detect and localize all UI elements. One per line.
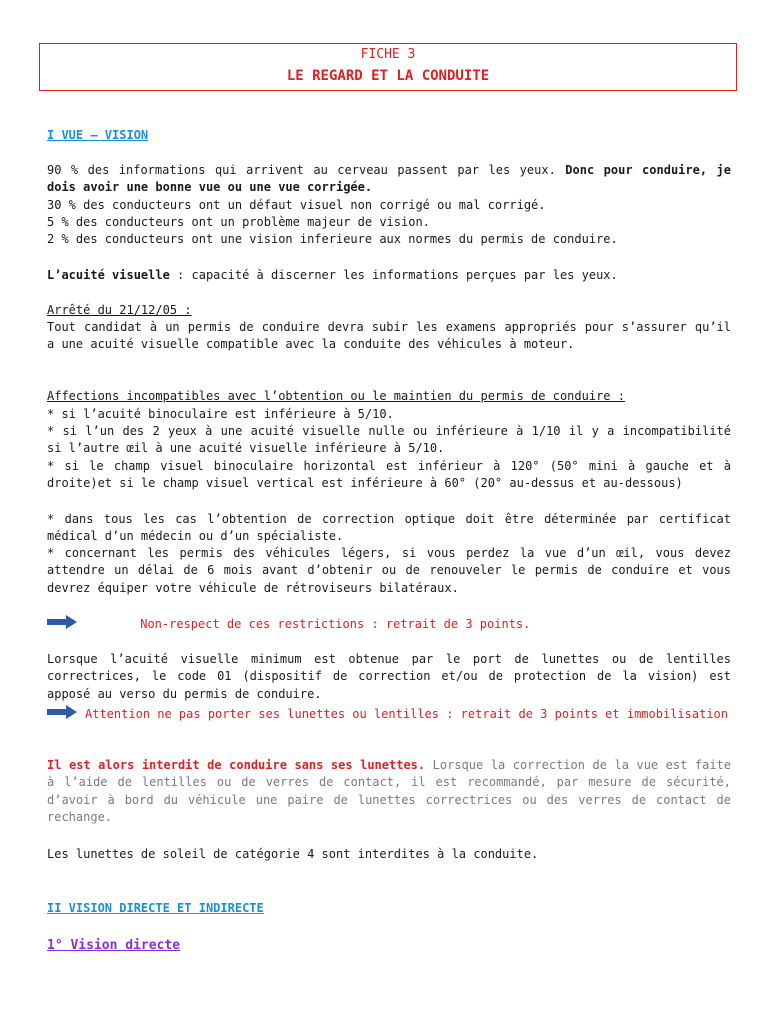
subsection-heading-wrap [47,937,731,954]
page-title: LE REGARD ET LA CONDUITE [286,68,490,84]
affection-item-1: * si l’acuité binoculaire est inférieure à 5/10. [47,407,394,421]
acuite-text: : capacité à discerner les informations perçues par les yeux. [169,268,618,282]
stats-paragraph [47,162,731,197]
stat-30: 30 % des conducteurs ont un défaut visuel non corrigé ou mal corrigé. [47,198,546,212]
section2-heading: II VISION DIRECTE ET INDIRECTE [47,901,264,915]
arrete-heading-wrap [47,302,731,319]
subsection-heading: 1° Vision directe [47,938,181,953]
warning1-text: Non-respect de ces restrictions : retrait de 3 points. [140,617,531,632]
warning1-line [47,615,731,634]
stat-2: 2 % des conducteurs ont une vision inferieure aux normes du permis de conduire. [47,232,618,246]
warning2-line [47,705,731,724]
acuite-term: L’acuité visuelle [47,268,170,282]
section1-heading-wrap [47,127,731,144]
right-arrow-icon [47,705,77,724]
soleil-text: Les lunettes de soleil de catégorie 4 sont interdites à la conduite. [47,847,539,861]
arrete-text: Tout candidat à un permis de conduire devra subir les examens appropriés pour s’assurer qu’il a une acuité visuelle compatible avec la conduite des véhicules à moteur. [47,320,731,352]
interdit-bold: Il est alors interdit de conduire sans ses lunettes. [47,758,426,772]
arrete-heading: Arrêté du 21/12/05 : [47,303,192,317]
section2-heading-wrap [47,900,731,917]
affection-item-3: * si le champ visuel binoculaire horizontal est inférieur à 120° (50° mini à gauche et à droite)et si le champ visuel vertical est inférieure à 60° (20° au-dessus et au-dessous) [47,459,731,491]
title-box [39,43,737,91]
fiche-number: FICHE 3 [360,47,416,62]
warning2-text: Attention ne pas porter ses lunettes ou lentilles : retrait de 3 points et immobilisation [85,707,728,722]
stat-90-text: 90 % des informations qui arrivent au cerveau passent par les yeux. [47,163,566,177]
acuite-definition [47,267,731,284]
interdit-paragraph [47,757,731,826]
stat-90-bold: Donc pour conduire, je dois avoir une bonne vue ou une vue corrigée. [47,163,731,195]
affection-item-5: * concernant les permis des véhicules légers, si vous perdez la vue d’un œil, vous devez attendre un délai de 6 mois avant d’obtenir ou de renouveler le permis de conduire et vous devrez équiper votre véhicule de rétroviseurs bilatéraux. [47,546,731,595]
affection-item-4: * dans tous les cas l’obtention de correction optique doit être déterminée par certificat médical d’un médecin ou d’un spécialiste. [47,512,731,544]
affection-item-2: * si l’un des 2 yeux à une acuité visuelle nulle ou inférieure à 1/10 il y a incompatibilité si l’autre œil à une acuité visuelle inférieure à 5/10. [47,424,731,456]
affections-heading-wrap [47,388,731,405]
section1-heading: I VUE – VISION [47,128,149,142]
stat-5: 5 % des conducteurs ont un problème majeur de vision. [47,215,430,229]
interdit-grey: Lorsque la correction de la vue est faite à l’aide de lentilles ou de verres de contact, il est recommandé, par mesure de sécurité, d’avoir à bord du véhicule une paire de lunettes correctrices ou des verres de contact de rechange. [47,758,731,824]
affections-heading: Affections incompatibles avec l’obtention ou le maintien du permis de conduire : [47,389,625,403]
lunettes-paragraph: Lorsque l’acuité visuelle minimum est obtenue par le port de lunettes ou de lentilles correctrices, le code 01 (dispositif de correction et/ou de protection de la vision) est apposé au verso du permis de conduire. [47,652,731,701]
right-arrow-icon [47,615,77,634]
